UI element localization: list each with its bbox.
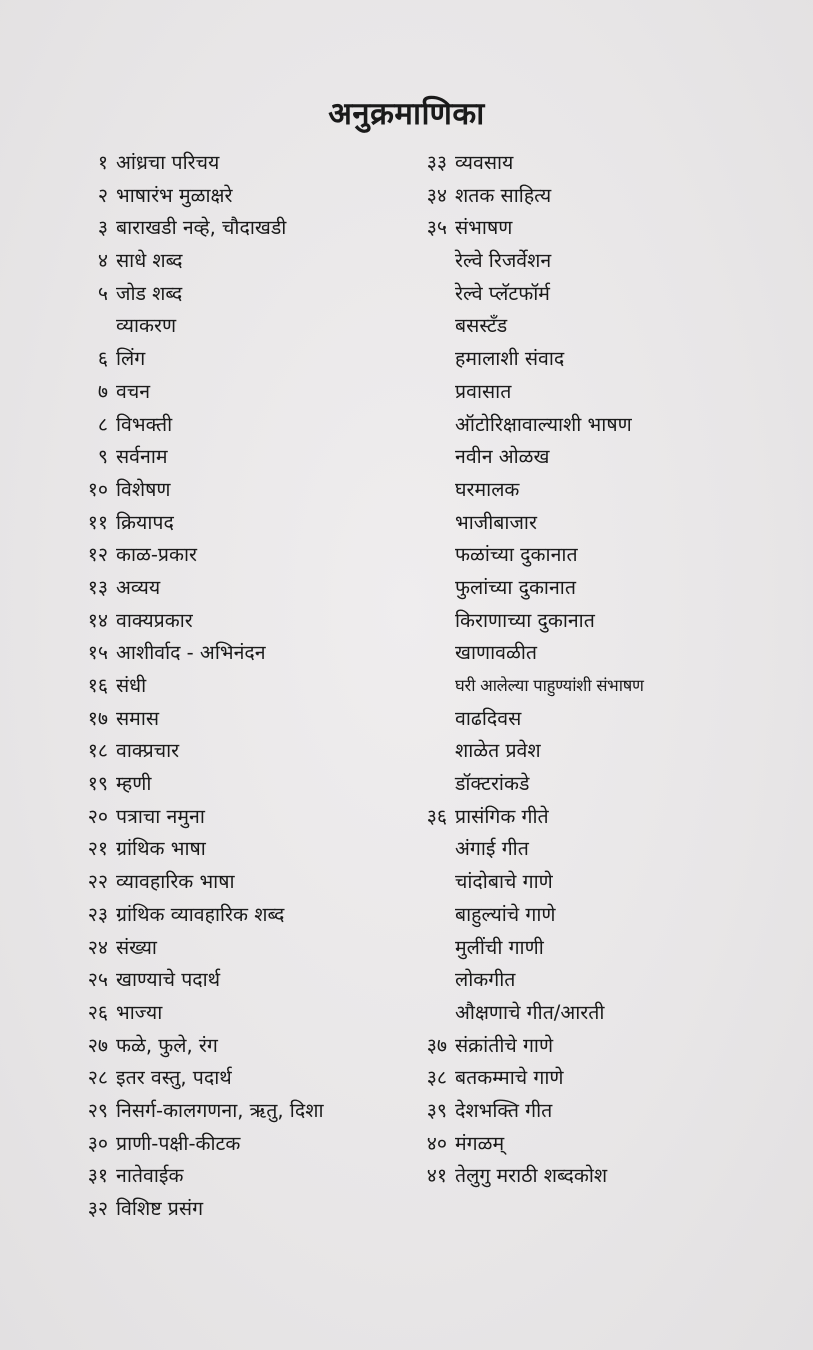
toc-entry-title: खाण्याचे पदार्थ — [116, 968, 221, 992]
toc-entry-number: ३२ — [87, 1197, 108, 1220]
toc-entry-title: चांदोबाचे गाणे — [455, 870, 553, 894]
toc-entry — [70, 735, 410, 768]
toc-entry-title: नातेवाईक — [116, 1164, 184, 1188]
toc-entry-number: ३७ — [426, 1033, 447, 1057]
toc-entry — [415, 539, 785, 572]
toc-entry — [415, 147, 785, 180]
toc-entry-title: क्रियापद — [116, 510, 174, 534]
toc-entry-title: आशीर्वाद - अभिनंदन — [116, 641, 266, 665]
toc-entry — [70, 343, 410, 376]
toc-entry-title: लोकगीत — [455, 968, 516, 992]
toc-entry-number: १ — [97, 151, 108, 174]
toc-entry-number — [70, 310, 116, 343]
toc-entry-number — [415, 539, 455, 572]
toc-entry-title: बाहुल्यांचे गाणे — [455, 902, 556, 926]
toc-entry-title: खाणावळीत — [455, 641, 537, 665]
toc-entry — [415, 212, 785, 245]
toc-entry-number — [415, 768, 455, 801]
toc-entry — [415, 409, 785, 442]
toc-entry-number: ३१ — [87, 1164, 108, 1188]
toc-entry-number: १९ — [87, 772, 108, 796]
toc-entry — [70, 1193, 410, 1226]
toc-entry-number: २२ — [87, 870, 108, 894]
toc-entry-title: शाळेत प्रवेश — [455, 739, 541, 763]
toc-entry — [70, 932, 410, 965]
toc-entry-number: ६ — [97, 347, 108, 371]
toc-entry — [70, 866, 410, 899]
toc-entry — [70, 964, 410, 997]
toc-entry-number: २७ — [87, 1033, 108, 1057]
toc-entry-number — [415, 441, 455, 474]
toc-entry-number: ४ — [97, 249, 108, 273]
toc-entry-title: अव्यय — [116, 575, 161, 599]
toc-entry-title: वाक्प्रचार — [116, 739, 180, 763]
toc-entry-title: वचन — [116, 379, 151, 403]
toc-entry-title: ग्रांथिक भाषा — [116, 837, 206, 861]
toc-entry — [415, 637, 785, 670]
toc-entry-title: आंध्रचा परिचय — [116, 151, 220, 174]
toc-entry — [70, 212, 410, 245]
toc-entry — [415, 245, 785, 278]
toc-entry-number — [415, 245, 455, 278]
toc-entry-number: २८ — [87, 1066, 108, 1090]
toc-entry-number: ३६ — [426, 804, 447, 828]
toc-entry — [70, 409, 410, 442]
toc-entry — [70, 899, 410, 932]
toc-entry-number — [415, 278, 455, 311]
toc-entry — [70, 180, 410, 213]
toc-entry — [415, 932, 785, 965]
toc-entry-title: रेल्वे प्लॅटफॉर्म — [455, 281, 550, 305]
toc-entry-title: रेल्वे रिजर्वेशन — [455, 249, 552, 273]
toc-entry-title: व्यावहारिक भाषा — [116, 870, 235, 894]
toc-entry — [415, 801, 785, 834]
toc-entry-number — [415, 507, 455, 540]
toc-entry-title: व्यवसाय — [455, 151, 514, 174]
toc-entry-title: फळे, फुले, रंग — [116, 1033, 218, 1057]
toc-entry — [70, 670, 410, 703]
toc-entry — [70, 1160, 410, 1193]
toc-entry — [70, 997, 410, 1030]
toc-entry-number: १८ — [87, 739, 108, 763]
toc-entry-number — [415, 833, 455, 866]
toc-entry-number: ३८ — [426, 1066, 447, 1090]
toc-entry — [70, 245, 410, 278]
toc-entry-title: व्याकरण — [116, 314, 177, 338]
toc-entry-title: संक्रांतीचे गाणे — [455, 1033, 554, 1057]
toc-entry-number: १० — [87, 477, 108, 501]
toc-entry-number: ३३ — [426, 151, 447, 174]
toc-entry-number — [415, 997, 455, 1030]
toc-entry-title: नवीन ओळख — [455, 445, 550, 469]
page-title: अनुक्रमाणिका — [328, 96, 485, 132]
toc-entry — [70, 703, 410, 736]
toc-entry-number: २३ — [87, 902, 108, 926]
toc-entry-number: २५ — [87, 968, 108, 992]
toc-entry-number: ४१ — [426, 1164, 447, 1188]
toc-entry-number: १६ — [87, 674, 108, 697]
toc-entry — [415, 866, 785, 899]
toc-entry-title: जोड शब्द — [116, 281, 183, 305]
toc-entry-title: प्रवासात — [455, 379, 512, 403]
toc-entry-number: ३९ — [426, 1098, 447, 1122]
toc-entry-title: हमालाशी संवाद — [455, 347, 565, 371]
toc-entry-number: १७ — [87, 706, 108, 730]
toc-entry-number: २४ — [87, 935, 108, 959]
toc-entry — [415, 997, 785, 1030]
toc-entry-number — [415, 670, 455, 703]
toc-entry-number: २६ — [87, 1000, 108, 1024]
toc-entry — [415, 1095, 785, 1128]
toc-entry — [415, 1160, 785, 1193]
toc-entry — [70, 768, 410, 801]
toc-entry-title: अंगाई गीत — [455, 837, 529, 861]
toc-entry-title: म्हणी — [116, 772, 152, 796]
toc-entry-number — [415, 932, 455, 965]
toc-entry-number — [415, 409, 455, 442]
toc-entry-title: किराणाच्या दुकानात — [455, 608, 595, 632]
toc-entry — [415, 376, 785, 409]
toc-entry-title: सर्वनाम — [116, 445, 168, 469]
toc-entry — [70, 310, 410, 343]
toc-entry — [415, 1062, 785, 1095]
toc-entry-number — [415, 637, 455, 670]
toc-entry-number — [415, 964, 455, 997]
toc-entry-number — [415, 703, 455, 736]
toc-entry-title: देशभक्ति गीत — [455, 1098, 553, 1122]
toc-entry-title: भाषारंभ मुळाक्षरे — [116, 183, 233, 207]
toc-entry — [415, 474, 785, 507]
toc-entry-number — [415, 572, 455, 605]
toc-entry-number — [415, 474, 455, 507]
toc-entry-title: साधे शब्द — [116, 249, 183, 273]
toc-entry-title: विभक्ती — [116, 412, 173, 436]
toc-entry — [70, 278, 410, 311]
toc-entry — [415, 964, 785, 997]
toc-entry — [70, 637, 410, 670]
toc-entry — [70, 474, 410, 507]
toc-entry-title: मुलींची गाणी — [455, 935, 544, 959]
toc-entry-title: वाढदिवस — [455, 706, 522, 730]
toc-entry-number: ७ — [97, 379, 108, 403]
toc-entry-number: ४० — [426, 1131, 447, 1155]
toc-entry-number: १३ — [87, 575, 108, 599]
toc-entry-title: शतक साहित्य — [455, 183, 552, 207]
toc-entry-number: ८ — [97, 412, 108, 436]
toc-entry — [415, 703, 785, 736]
toc-entry-title: भाज्या — [116, 1000, 163, 1024]
toc-entry — [415, 278, 785, 311]
toc-entry-number: १५ — [87, 641, 108, 665]
toc-entry — [70, 1128, 410, 1161]
toc-entry-title: काळ-प्रकार — [116, 543, 197, 567]
toc-entry-number: ११ — [87, 510, 108, 534]
toc-entry-number: १२ — [87, 543, 108, 567]
toc-entry-number: २९ — [87, 1098, 108, 1122]
toc-entry-number: १४ — [87, 608, 108, 632]
toc-entry-title: भाजीबाजार — [455, 510, 537, 534]
toc-entry-number — [415, 376, 455, 409]
toc-entry — [415, 180, 785, 213]
toc-entry-number — [415, 343, 455, 376]
toc-entry-title: विशिष्ट प्रसंग — [116, 1197, 204, 1220]
toc-entry-title: समास — [116, 706, 160, 730]
toc-entry — [415, 310, 785, 343]
toc-entry — [70, 1095, 410, 1128]
toc-entry — [70, 441, 410, 474]
toc-entry-title: बतकम्माचे गाणे — [455, 1066, 564, 1090]
toc-entry — [415, 768, 785, 801]
toc-entry-number: २१ — [87, 837, 108, 861]
toc-entry-title: बाराखडी नव्हे, चौदाखडी — [116, 216, 287, 240]
toc-entry-number — [415, 605, 455, 638]
toc-entry-title: संभाषण — [455, 216, 513, 240]
toc-entry-number — [415, 866, 455, 899]
toc-entry — [70, 833, 410, 866]
toc-entry-title: ग्रांथिक व्यावहारिक शब्द — [116, 902, 285, 926]
toc-entry — [70, 801, 410, 834]
toc-entry — [415, 1128, 785, 1161]
toc-entry-title: संख्या — [116, 935, 157, 959]
toc-entry-number: ३४ — [426, 183, 447, 207]
toc-entry-title: निसर्ग-कालगणना, ऋतु, दिशा — [116, 1098, 324, 1122]
toc-entry-number: ३ — [97, 216, 108, 240]
toc-entry — [70, 376, 410, 409]
toc-entry — [70, 1062, 410, 1095]
toc-entry-title: प्राणी-पक्षी-कीटक — [116, 1131, 241, 1155]
toc-entry — [415, 670, 785, 703]
toc-entry — [70, 507, 410, 540]
toc-entry-title: वाक्यप्रकार — [116, 608, 193, 632]
toc-entry — [70, 1030, 410, 1063]
toc-right-column — [415, 147, 785, 1193]
toc-entry-title: फुलांच्या दुकानात — [455, 575, 576, 599]
toc-entry-number — [415, 735, 455, 768]
toc-entry — [70, 539, 410, 572]
toc-entry-number: ३० — [87, 1131, 108, 1155]
toc-entry-number: २० — [87, 804, 108, 828]
toc-entry — [415, 572, 785, 605]
toc-entry — [415, 1030, 785, 1063]
toc-entry-title: बसस्टँड — [455, 314, 508, 338]
toc-entry — [415, 735, 785, 768]
toc-entry-title: ऑटोरिक्षावाल्याशी भाषण — [455, 412, 632, 436]
toc-entry — [415, 507, 785, 540]
toc-entry — [70, 147, 410, 180]
toc-entry-title: लिंग — [116, 347, 146, 371]
toc-entry-title: डॉक्टरांकडे — [455, 772, 530, 796]
toc-entry — [70, 605, 410, 638]
toc-entry-title: प्रासंगिक गीते — [455, 804, 549, 828]
toc-entry-title: संधी — [116, 674, 147, 697]
toc-entry-title: तेलुगु मराठी शब्दकोश — [455, 1164, 608, 1188]
toc-entry-number: ९ — [97, 445, 108, 469]
toc-entry-title: फळांच्या दुकानात — [455, 543, 578, 567]
toc-entry-number — [415, 310, 455, 343]
toc-entry-number — [415, 899, 455, 932]
toc-entry-title: घरी आलेल्या पाहुण्यांशी संभाषण — [455, 676, 644, 695]
toc-entry-title: मंगळम् — [455, 1131, 505, 1155]
toc-entry-title: घरमालक — [455, 477, 520, 501]
toc-entry-title: इतर वस्तु, पदार्थ — [116, 1066, 232, 1090]
toc-entry-title: औक्षणाचे गीत/आरती — [455, 1000, 605, 1024]
toc-entry — [415, 441, 785, 474]
toc-entry-title: पत्राचा नमुना — [116, 804, 205, 828]
toc-entry-number: ३५ — [426, 216, 447, 240]
toc-entry — [415, 605, 785, 638]
toc-entry-number: २ — [97, 183, 108, 207]
toc-entry — [415, 899, 785, 932]
toc-entry — [415, 833, 785, 866]
toc-entry — [70, 572, 410, 605]
toc-entry — [415, 343, 785, 376]
toc-entry-number: ५ — [97, 281, 108, 305]
toc-entry-title: विशेषण — [116, 477, 171, 501]
toc-left-column — [70, 147, 410, 1226]
